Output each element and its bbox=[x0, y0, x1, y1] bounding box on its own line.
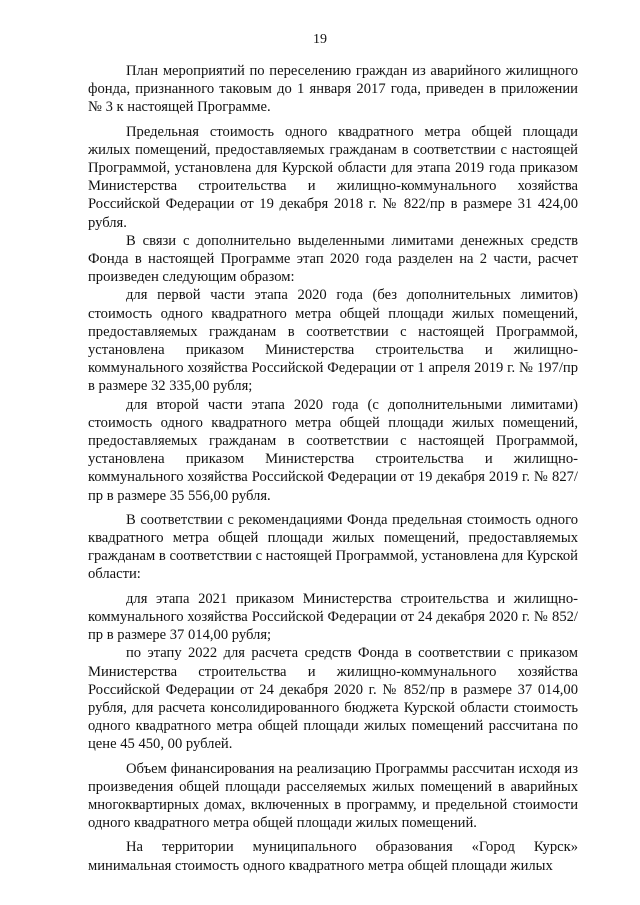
paragraph-fund-recommendations: В соответствии с рекомендациями Фонда предельная стоимость одного квадратного метра общей площади жилых помещений, предоставляемых гражданам в соответствии с настоящей Программой, установлена для Курской области: bbox=[88, 511, 578, 583]
paragraph-stage-2022: по этапу 2022 для расчета средств Фонда в соответствии с приказом Министерства строительства и жилищно-коммунального хозяйства Российской Федерации от 24 декабря 2020 г. № 852/пр в размере 37 014,00 рубля, для расчета консолидированного бюджета Курской области стоимость одного квадратного метра общей площади жилых помещений рассчитана по цене 45 450, 00 рублей. bbox=[88, 645, 578, 753]
paragraph-stage-2020-split: В связи с дополнительно выделенными лимитами денежных средств Фонда в настоящей Программе этап 2020 года разделен на 2 части, расчет произведен следующим образом: bbox=[88, 232, 578, 286]
paragraph-resettlement-plan: План мероприятий по переселению граждан из аварийного жилищного фонда, признанного таковым до 1 января 2017 года, приведен в приложении № 3 к настоящей Программе. bbox=[88, 63, 578, 116]
paragraph-funding-volume: Объем финансирования на реализацию Программы рассчитан исходя из произведения общей площади расселяемых жилых помещений в аварийных многоквартирных домах, включенных в программу, и предельной стоимости одного квадратного метра общей площади жилых помещений. bbox=[88, 760, 578, 832]
paragraph-kursk-min-price: На территории муниципального образования «Город Курск» минимальная стоимость одного квадратного метра общей площади жилых bbox=[88, 839, 578, 874]
page-number: 19 bbox=[313, 32, 327, 47]
paragraph-stage-2020-part-2: для второй части этапа 2020 года (с дополнительными лимитами) стоимость одного квадратного метра общей площади жилых помещений, предоставляемых гражданам в соответствии с настоящей Программой, установлена приказом Министерства строительства и жилищно-коммунального хозяйства Российской Федерации от 19 декабря 2019 г. № 827/пр в размере 35 556,00 рубля. bbox=[88, 396, 578, 504]
paragraph-stage-2021: для этапа 2021 приказом Министерства строительства и жилищно-коммунального хозяйства Российской Федерации от 24 декабря 2020 г. № 852/пр в размере 37 014,00 рубля; bbox=[88, 590, 578, 644]
paragraph-stage-2020-part-1: для первой части этапа 2020 года (без дополнительных лимитов) стоимость одного квадратного метра общей площади жилых помещений, предоставляемых гражданам в соответствии с настоящей Программой, установлена приказом Министерства строительства и жилищно-коммунального хозяйства Российской Федерации от 1 апреля 2019 г. № 197/пр в размере 32 335,00 рубля; bbox=[88, 287, 578, 395]
paragraph-price-2019: Предельная стоимость одного квадратного метра общей площади жилых помещений, предоставляемых гражданам в соответствии с настоящей Программой, установлена для Курской области для этапа 2019 года приказом Министерства строительства и жилищно-коммунального хозяйства Российской Федерации от 19 декабря 2018 г. № 822/пр в размере 31 424,00 рубля. bbox=[88, 123, 578, 231]
document-body bbox=[88, 62, 578, 875]
